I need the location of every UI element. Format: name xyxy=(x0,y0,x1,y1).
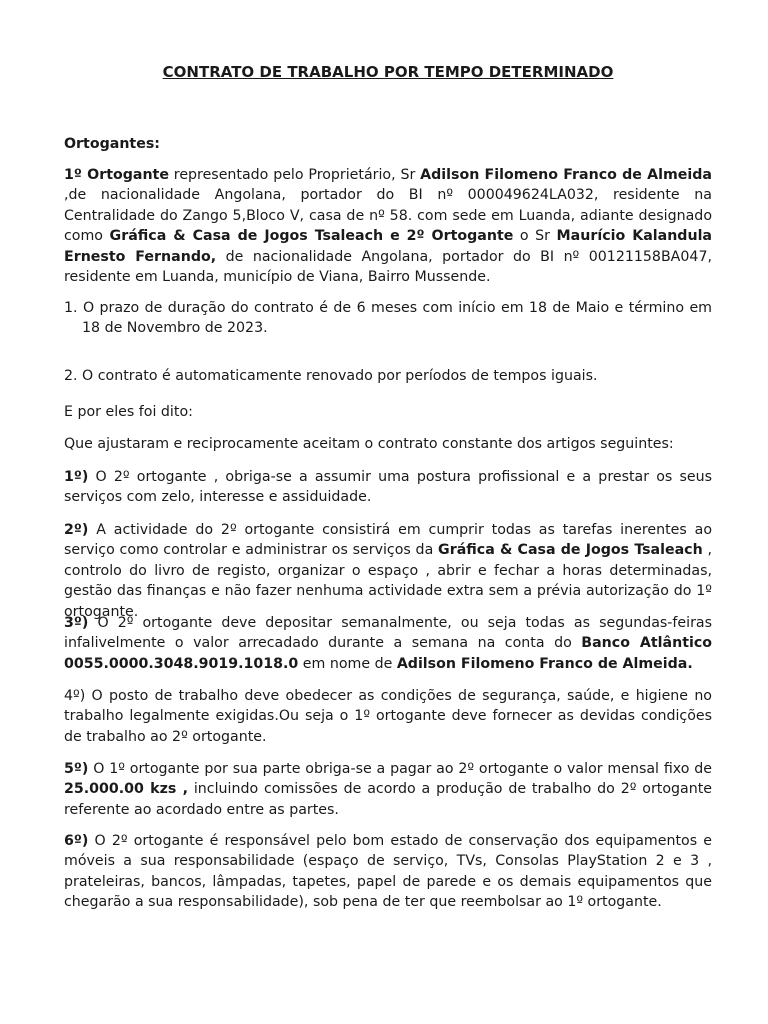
ortogantes-heading xyxy=(64,134,712,154)
article-3-text-1: O 2º ortogante deve depositar semanalmente, ou seja todas as segundas-feiras infalivelmente o valor arrecadado durante a semana na conta do xyxy=(64,615,712,652)
article-3-bank-account: Banco Atlântico 0055.0000.3048.9019.1018.0 xyxy=(64,635,713,672)
company-name: Gráfica & Casa de Jogos Tsaleach e 2º Ortogante xyxy=(109,228,514,245)
article-2-text-1: A actividade do 2º ortogante consistirá em cumprir todas as tarefas inerentes ao serviço como controlar e administrar os serviços da xyxy=(64,522,712,559)
second-party-name: Maurício Kalandula Ernesto Fernando, xyxy=(64,228,712,265)
article-3-label: 3º) xyxy=(64,615,89,631)
article-1 xyxy=(64,467,712,508)
article-4: 4º) O posto de trabalho deve obedecer as condições de segurança, saúde, e higiene no trabalho legalmente exigidas.Ou seja o 1º ortogante deve fornecer as devidas condições de trabalho ao 2º ortogante. xyxy=(64,688,712,745)
article-5-text-2: incluindo comissões de acordo a produção de trabalho do 2º ortogante referente ao acordado entre as partes. xyxy=(64,781,712,818)
article-2-text-2: , controlo do livro de registo, organizar o espaço , abrir e fechar a horas determinadas, gestão das finanças e não fazer nenhuma actividade extra sem a prévia autorização do 1º ortogante. xyxy=(64,542,712,620)
article-1-label: 1º) xyxy=(64,469,89,485)
article-2-company: Gráfica & Casa de Jogos Tsaleach xyxy=(438,542,703,559)
article-6-text: O 2º ortogante é responsável pelo bom estado de conservação dos equipamentos e móveis a sua responsabilidade (espaço de serviço, TVs, Consolas PlayStation 2 e 3 , prateleiras, bancos, lâmpadas, tapetes, papel de parede e os demais equipamentos que chegarão a sua responsabilidade), sob pena de ter que reembolsar ao 1º ortogante. xyxy=(64,833,712,911)
clause-item-2: 2. O contrato é automaticamente renovado por períodos de tempos iguais. xyxy=(64,368,598,384)
article-5 xyxy=(64,759,712,820)
said-line: E por eles foi dito: xyxy=(64,404,193,420)
first-party-name: Adilson Filomeno Franco de Almeida xyxy=(420,167,712,183)
article-3-account-holder: Adilson Filomeno Franco de Almeida. xyxy=(396,655,693,672)
parties-paragraph xyxy=(64,165,712,287)
article-3-text-2: em nome de xyxy=(298,655,397,672)
article-5-salary: 25.000.00 kzs , xyxy=(64,781,188,798)
article-6 xyxy=(64,831,712,913)
parties-text-4: de nacionalidade Angolana, portador do BI nº 00121158BA047, residente em Luanda, município de Viana, Bairro Mussende. xyxy=(64,248,712,286)
agreed-line: Que ajustaram e reciprocamente aceitam o contrato constante dos artigos seguintes: xyxy=(64,436,674,452)
parties-text-1: representado pelo Proprietário, Sr xyxy=(168,167,421,183)
article-5-text-1: O 1º ortogante por sua parte obriga-se a pagar ao 2º ortogante o valor mensal fixo de xyxy=(88,761,712,777)
article-5-label: 5º) xyxy=(64,761,89,777)
parties-text-2: ,de nacionalidade Angolana, portador do BI nº 000049624LA032, residente na Centralidade do Zango 5,Bloco V, casa de nº 58. com sede em Luanda, adiante designado como xyxy=(64,187,712,245)
parties-text-3: o Sr xyxy=(513,228,557,245)
article-6-label: 6º) xyxy=(64,833,89,849)
article-2-label: 2º) xyxy=(64,522,89,538)
article-3 xyxy=(64,613,712,674)
article-2 xyxy=(64,520,712,622)
contract-title: CONTRATO DE TRABALHO POR TEMPO DETERMINADO xyxy=(162,63,614,81)
clause-item-1: 1. O prazo de duração do contrato é de 6 meses com início em 18 de Maio e término em 18 de Novembro de 2023. xyxy=(64,300,712,337)
ortogantes-heading-text: Ortogantes: xyxy=(64,136,160,152)
article-1-text: O 2º ortogante , obriga-se a assumir uma postura profissional e a prestar os seus serviços com zelo, interesse e assiduidade. xyxy=(64,469,712,506)
first-party-label: 1º Ortogante xyxy=(64,167,169,183)
